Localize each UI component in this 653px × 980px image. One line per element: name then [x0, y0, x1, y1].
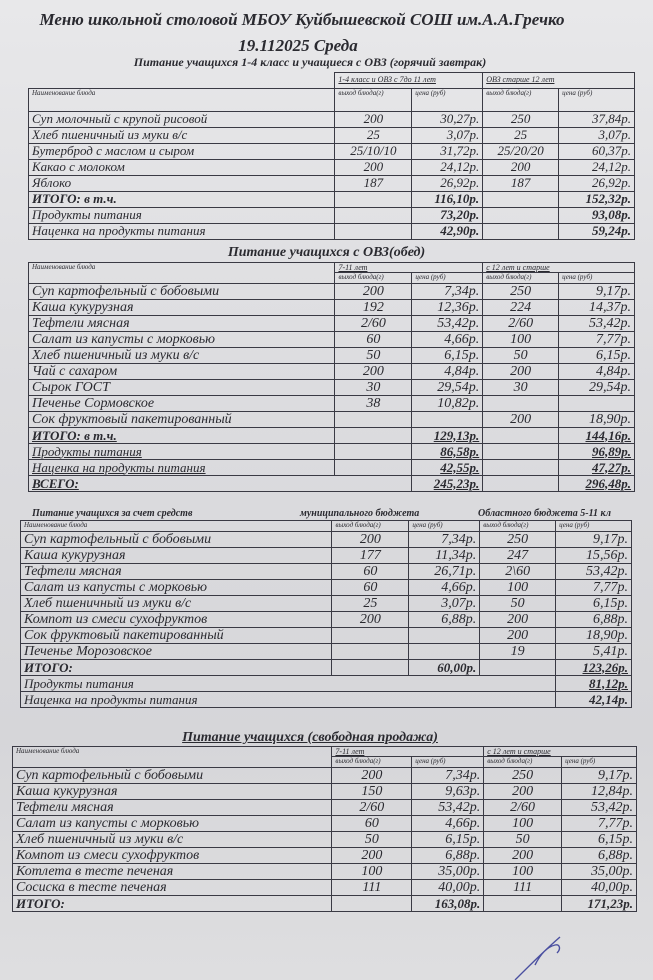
- price-a: 4,66р.: [409, 580, 480, 596]
- group-b-header: с 12 лет и старше: [483, 263, 635, 273]
- products-label: Продукты питания: [29, 444, 335, 460]
- price-a: 29,54р.: [412, 380, 483, 396]
- price-b: 4,84р.: [559, 364, 635, 380]
- price-a: 4,66р.: [412, 332, 483, 348]
- table-row: [29, 175, 635, 191]
- breakfast-table: [28, 72, 635, 240]
- dish-name: Сырок ГОСТ: [29, 380, 335, 396]
- price-a: 26,92р.: [412, 175, 483, 191]
- price-b: 6,15р.: [556, 596, 632, 612]
- empty-cell: [483, 444, 559, 460]
- table-row: [13, 880, 637, 896]
- col-price-header: цена (руб): [412, 757, 484, 768]
- price-a: [409, 628, 480, 644]
- markup-row: [29, 223, 635, 239]
- yield-a: 2/60: [332, 800, 412, 816]
- price-a: 31,72р.: [412, 143, 483, 159]
- dish-name: Сосиска в тесте печеная: [13, 880, 332, 896]
- col-yield-header: выход блюда(г): [480, 521, 556, 532]
- products-label: Продукты питания: [29, 207, 335, 223]
- price-b: 7,77р.: [559, 332, 635, 348]
- dish-name: Суп молочный с крупой рисовой: [29, 111, 335, 127]
- total-price-a: 163,08р.: [412, 896, 484, 912]
- empty-cell: [480, 660, 556, 676]
- yield-b: 25: [483, 127, 559, 143]
- yield-a: 200: [332, 768, 412, 784]
- yield-b: 250: [483, 284, 559, 300]
- yield-a: 150: [332, 784, 412, 800]
- price-a: 3,07р.: [412, 127, 483, 143]
- dish-name: Салат из капусты с морковью: [13, 816, 332, 832]
- price-b: 12,84р.: [562, 784, 637, 800]
- products-price-b: 96,89р.: [559, 444, 635, 460]
- dish-name: Хлеб пшеничный из муки в/с: [29, 127, 335, 143]
- empty-cell: [484, 896, 562, 912]
- table-row: [21, 548, 632, 564]
- table-row: [29, 300, 635, 316]
- price-a: 35,00р.: [412, 864, 484, 880]
- budget-rows: [21, 532, 632, 660]
- dish-name: Бутерброд с маслом и сыром: [29, 143, 335, 159]
- price-b: 35,00р.: [562, 864, 637, 880]
- yield-a: [332, 644, 409, 660]
- budget-title-mid: муниципального бюджета: [300, 508, 420, 519]
- yield-a: 200: [335, 159, 412, 175]
- yield-a: 100: [332, 864, 412, 880]
- yield-a: 25: [335, 127, 412, 143]
- price-b: 6,88р.: [556, 612, 632, 628]
- table-row: [21, 644, 632, 660]
- price-a: 4,84р.: [412, 364, 483, 380]
- products-row: [29, 207, 635, 223]
- yield-b: 50: [480, 596, 556, 612]
- price-a: [412, 412, 483, 428]
- col-name-header: Наименование блюда: [29, 263, 335, 284]
- yield-b: 200: [483, 364, 559, 380]
- col-price-header: цена (руб): [409, 521, 480, 532]
- products-row: [21, 676, 632, 692]
- dish-name: Котлета в тесте печеная: [13, 864, 332, 880]
- table-row: [13, 832, 637, 848]
- yield-b: 200: [484, 784, 562, 800]
- yield-a: 200: [332, 532, 409, 548]
- total-price-b: 123,26р.: [556, 660, 632, 676]
- table-row: [29, 380, 635, 396]
- empty-cell: [335, 207, 412, 223]
- yield-a: 25: [332, 596, 409, 612]
- yield-b: 2/60: [484, 800, 562, 816]
- price-a: 9,63р.: [412, 784, 484, 800]
- total-row: [29, 428, 635, 444]
- group-a-header: 7-11 лет: [332, 747, 484, 757]
- total-row: [21, 660, 632, 676]
- total-label: ИТОГО:: [21, 660, 332, 676]
- price-b: 3,07р.: [559, 127, 635, 143]
- empty-cell: [483, 460, 559, 476]
- budget-title-left: Питание учащихся за счет средств: [32, 508, 193, 519]
- dish-name: Хлеб пшеничный из муки в/с: [29, 348, 335, 364]
- yield-b: 19: [480, 644, 556, 660]
- price-b: 7,77р.: [556, 580, 632, 596]
- price-a: 53,42р.: [412, 800, 484, 816]
- yield-b: 224: [483, 300, 559, 316]
- price-b: 53,42р.: [562, 800, 637, 816]
- price-a: 30,27р.: [412, 111, 483, 127]
- yield-b: 250: [484, 768, 562, 784]
- dish-name: Суп картофельный с бобовыми: [29, 284, 335, 300]
- dish-name: Сок фруктовый пакетированный: [29, 412, 335, 428]
- yield-b: 100: [484, 864, 562, 880]
- yield-a: 60: [335, 332, 412, 348]
- free-sale-table: [12, 746, 637, 912]
- empty-cell: [483, 191, 559, 207]
- dish-name: Каша кукурузная: [13, 784, 332, 800]
- markup-label: Наценка на продукты питания: [29, 460, 335, 476]
- price-a: 24,12р.: [412, 159, 483, 175]
- yield-a: [332, 628, 409, 644]
- signature-mark: [505, 935, 585, 980]
- yield-b: 25/20/20: [483, 143, 559, 159]
- price-b: 18,90р.: [559, 412, 635, 428]
- price-a: 40,00р.: [412, 880, 484, 896]
- dish-name: Суп картофельный с бобовыми: [21, 532, 332, 548]
- table-row: [29, 396, 635, 412]
- budget-table: [20, 520, 632, 708]
- yield-b: 50: [484, 832, 562, 848]
- col-name-header: Наименование блюда: [13, 747, 332, 768]
- yield-a: 200: [332, 612, 409, 628]
- price-b: 9,17р.: [556, 532, 632, 548]
- empty-cell: [332, 660, 409, 676]
- markup-price-b: 42,14р.: [556, 692, 632, 708]
- yield-b: [483, 396, 559, 412]
- yield-b: 100: [480, 580, 556, 596]
- total-label: ИТОГО:: [13, 896, 332, 912]
- price-b: 9,17р.: [562, 768, 637, 784]
- dish-name: Печенье Сормовское: [29, 396, 335, 412]
- total-row: [13, 896, 637, 912]
- yield-b: 100: [484, 816, 562, 832]
- col-yield-header: выход блюда(г): [335, 88, 412, 111]
- table-row: [29, 127, 635, 143]
- products-price-b: 93,08р.: [559, 207, 635, 223]
- col-price-header: цена (руб): [559, 273, 635, 284]
- document-title: Меню школьной столовой МБОУ Куйбышевской СОШ им.А.А.Гречко: [39, 10, 565, 29]
- markup-price-b: 47,27р.: [559, 460, 635, 476]
- price-a: 7,34р.: [412, 284, 483, 300]
- markup-row: [21, 692, 632, 708]
- col-name-header: Наименование блюда: [29, 88, 335, 111]
- price-b: 60,37р.: [559, 143, 635, 159]
- yield-a: 60: [332, 564, 409, 580]
- price-a: 6,88р.: [409, 612, 480, 628]
- price-a: 6,15р.: [412, 348, 483, 364]
- grand-total-price-b: 296,48р.: [559, 476, 635, 492]
- table-row: [21, 564, 632, 580]
- price-a: 7,34р.: [409, 532, 480, 548]
- price-a: 12,36р.: [412, 300, 483, 316]
- yield-b: 187: [483, 175, 559, 191]
- yield-a: 60: [332, 580, 409, 596]
- price-b: 7,77р.: [562, 816, 637, 832]
- lunch-table: [28, 262, 635, 492]
- table-row: [29, 316, 635, 332]
- yield-a: 192: [335, 300, 412, 316]
- table-row: [13, 816, 637, 832]
- price-b: 24,12р.: [559, 159, 635, 175]
- yield-a: 38: [335, 396, 412, 412]
- col-yield-header: выход блюда(г): [483, 273, 559, 284]
- yield-b: 30: [483, 380, 559, 396]
- table-row: [29, 284, 635, 300]
- products-price-b: 81,12р.: [556, 676, 632, 692]
- empty-cell: [335, 191, 412, 207]
- price-b: 37,84р.: [559, 111, 635, 127]
- dish-name: Компот из смеси сухофруктов: [21, 612, 332, 628]
- yield-a: 30: [335, 380, 412, 396]
- table-row: [29, 332, 635, 348]
- dish-name: Каша кукурузная: [21, 548, 332, 564]
- price-a: 6,15р.: [412, 832, 484, 848]
- markup-label: Наценка на продукты питания: [29, 223, 335, 239]
- yield-a: 50: [332, 832, 412, 848]
- price-b: 6,15р.: [559, 348, 635, 364]
- yield-a: 200: [332, 848, 412, 864]
- markup-row: [29, 460, 635, 476]
- dish-name: Салат из капусты с морковью: [29, 332, 335, 348]
- grand-total-row: [29, 476, 635, 492]
- total-price-a: 60,00р.: [409, 660, 480, 676]
- price-a: 7,34р.: [412, 768, 484, 784]
- col-yield-header: выход блюда(г): [332, 521, 409, 532]
- col-name-header: Наименование блюда: [21, 521, 332, 532]
- dish-name: Чай с сахаром: [29, 364, 335, 380]
- price-a: 11,34р.: [409, 548, 480, 564]
- markup-price-b: 59,24р.: [559, 223, 635, 239]
- yield-b: 111: [484, 880, 562, 896]
- yield-a: 177: [332, 548, 409, 564]
- yield-a: 2/60: [335, 316, 412, 332]
- breakfast-rows: [29, 111, 635, 191]
- table-row: [13, 800, 637, 816]
- yield-b: 2\60: [480, 564, 556, 580]
- total-price-a: 129,13р.: [412, 428, 483, 444]
- price-b: 40,00р.: [562, 880, 637, 896]
- breakfast-section-title: Питание учащихся 1-4 класс и учащиеся с ОВЗ (горячий завтрак): [133, 55, 487, 69]
- group-b-header: с 12 лет и старше: [484, 747, 637, 757]
- empty-cell: [335, 444, 412, 460]
- table-row: [13, 864, 637, 880]
- total-label: ИТОГО: в т.ч.: [29, 428, 335, 444]
- yield-b: 50: [483, 348, 559, 364]
- table-row: [13, 784, 637, 800]
- yield-a: 50: [335, 348, 412, 364]
- yield-b: 200: [484, 848, 562, 864]
- total-label: ИТОГО: в т.ч.: [29, 191, 335, 207]
- yield-a: 200: [335, 364, 412, 380]
- dish-name: Тефтели мясная: [21, 564, 332, 580]
- lunch-section-title: Питание учащихся с ОВЗ(обед): [227, 245, 426, 260]
- table-row: [13, 848, 637, 864]
- yield-a: 111: [332, 880, 412, 896]
- col-price-header: цена (руб): [562, 757, 637, 768]
- price-b: 5,41р.: [556, 644, 632, 660]
- free-sale-rows: [13, 768, 637, 896]
- col-price-header: цена (руб): [556, 521, 632, 532]
- table-row: [29, 143, 635, 159]
- yield-b: 247: [480, 548, 556, 564]
- empty-cell: [332, 896, 412, 912]
- empty-cell: [483, 223, 559, 239]
- dish-name: Какао с молоком: [29, 159, 335, 175]
- dish-name: Тефтели мясная: [29, 316, 335, 332]
- dish-name: Хлеб пшеничный из муки в/с: [13, 832, 332, 848]
- price-b: [559, 396, 635, 412]
- dish-name: Компот из смеси сухофруктов: [13, 848, 332, 864]
- price-a: 53,42р.: [412, 316, 483, 332]
- budget-title-right: Областного бюджета 5-11 кл: [478, 508, 611, 519]
- yield-b: 200: [483, 412, 559, 428]
- dish-name: Тефтели мясная: [13, 800, 332, 816]
- empty-cell: [335, 428, 412, 444]
- group-a-header: 1-4 класс и ОВЗ с 7до 11 лет: [335, 73, 483, 89]
- col-price-header: цена (руб): [559, 88, 635, 111]
- price-b: 53,42р.: [556, 564, 632, 580]
- price-b: 6,15р.: [562, 832, 637, 848]
- grand-total-price-a: 245,23р.: [412, 476, 483, 492]
- total-row: [29, 191, 635, 207]
- table-row: [29, 348, 635, 364]
- products-row: [29, 444, 635, 460]
- empty-cell: [483, 476, 559, 492]
- price-a: [409, 644, 480, 660]
- yield-a: 200: [335, 111, 412, 127]
- yield-b: 200: [480, 612, 556, 628]
- free-sale-section-title: Питание учащихся (свободная продажа): [182, 730, 438, 745]
- yield-a: 200: [335, 284, 412, 300]
- markup-label: Наценка на продукты питания: [21, 692, 556, 708]
- total-price-b: 144,16р.: [559, 428, 635, 444]
- yield-b: 200: [483, 159, 559, 175]
- dish-name: Яблоко: [29, 175, 335, 191]
- total-price-b: 171,23р.: [562, 896, 637, 912]
- col-yield-header: выход блюда(г): [335, 273, 412, 284]
- empty-cell: [335, 223, 412, 239]
- yield-b: 250: [480, 532, 556, 548]
- price-a: 26,71р.: [409, 564, 480, 580]
- col-price-header: цена (руб): [412, 88, 483, 111]
- table-row: [13, 768, 637, 784]
- spacer-cell: [29, 73, 335, 89]
- yield-b: 100: [483, 332, 559, 348]
- products-label: Продукты питания: [21, 676, 556, 692]
- col-yield-header: выход блюда(г): [484, 757, 562, 768]
- price-a: 3,07р.: [409, 596, 480, 612]
- price-a: 6,88р.: [412, 848, 484, 864]
- dish-name: Суп картофельный с бобовыми: [13, 768, 332, 784]
- products-price-a: 86,58р.: [412, 444, 483, 460]
- total-price-b: 152,32р.: [559, 191, 635, 207]
- table-row: [29, 159, 635, 175]
- price-b: 9,17р.: [559, 284, 635, 300]
- col-yield-header: выход блюда(г): [332, 757, 412, 768]
- table-row: [21, 580, 632, 596]
- table-row: [21, 612, 632, 628]
- price-b: 6,88р.: [562, 848, 637, 864]
- dish-name: Салат из капусты с морковью: [21, 580, 332, 596]
- markup-price-a: 42,90р.: [412, 223, 483, 239]
- table-row: [29, 364, 635, 380]
- price-b: 18,90р.: [556, 628, 632, 644]
- yield-a: 60: [332, 816, 412, 832]
- price-a: 4,66р.: [412, 816, 484, 832]
- dish-name: Каша кукурузная: [29, 300, 335, 316]
- table-row: [29, 111, 635, 127]
- yield-b: 250: [483, 111, 559, 127]
- price-b: 15,56р.: [556, 548, 632, 564]
- yield-b: 200: [480, 628, 556, 644]
- price-b: 26,92р.: [559, 175, 635, 191]
- dish-name: Хлеб пшеничный из муки в/с: [21, 596, 332, 612]
- empty-cell: [483, 428, 559, 444]
- total-price-a: 116,10р.: [412, 191, 483, 207]
- yield-a: [335, 412, 412, 428]
- col-price-header: цена (руб): [412, 273, 483, 284]
- group-b-header: ОВЗ старше 12 лет: [483, 73, 635, 89]
- dish-name: Печенье Морозовское: [21, 644, 332, 660]
- table-row: [21, 628, 632, 644]
- table-row: [21, 532, 632, 548]
- yield-a: 187: [335, 175, 412, 191]
- dish-name: Сок фруктовый пакетированный: [21, 628, 332, 644]
- yield-b: 2/60: [483, 316, 559, 332]
- products-price-a: 73,20р.: [412, 207, 483, 223]
- group-a-header: 7-11 лет: [335, 263, 483, 273]
- grand-total-label: ВСЕГО:: [29, 476, 412, 492]
- price-b: 53,42р.: [559, 316, 635, 332]
- col-yield-header: выход блюда(г): [483, 88, 559, 111]
- price-b: 29,54р.: [559, 380, 635, 396]
- empty-cell: [335, 460, 412, 476]
- yield-a: 25/10/10: [335, 143, 412, 159]
- price-b: 14,37р.: [559, 300, 635, 316]
- price-a: 10,82р.: [412, 396, 483, 412]
- empty-cell: [483, 207, 559, 223]
- markup-price-a: 42,55р.: [412, 460, 483, 476]
- table-row: [29, 412, 635, 428]
- document-date: 19.112025 Среда: [238, 36, 358, 55]
- lunch-rows: [29, 284, 635, 428]
- table-row: [21, 596, 632, 612]
